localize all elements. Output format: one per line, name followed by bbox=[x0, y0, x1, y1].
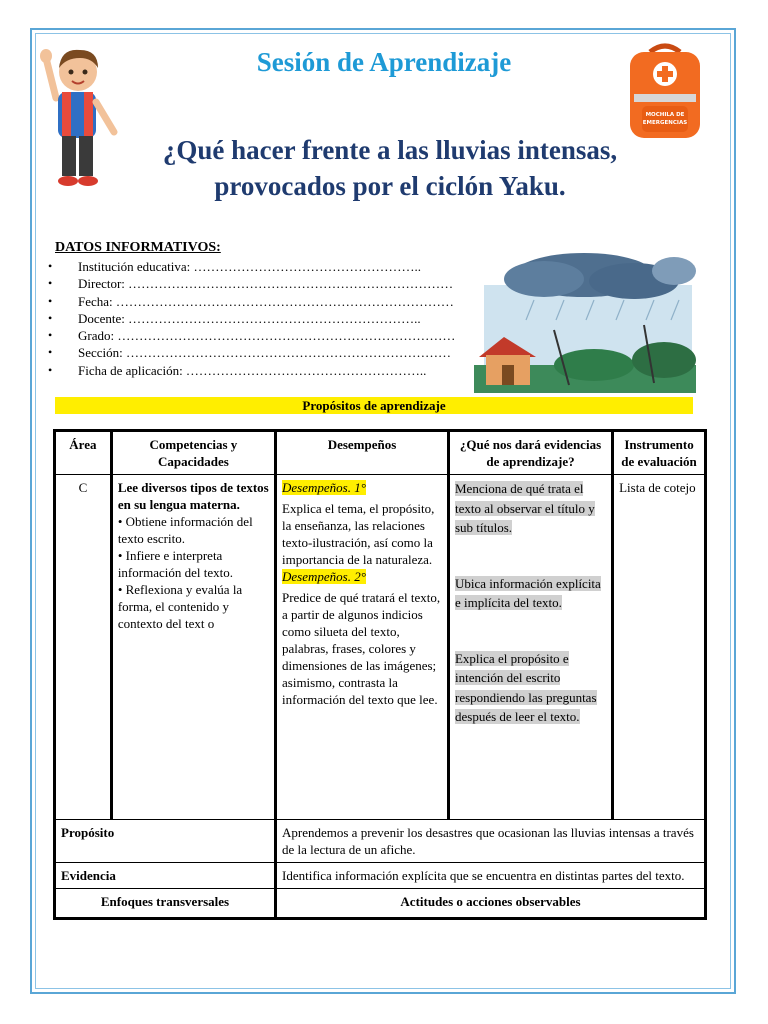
datos-list bbox=[48, 258, 455, 379]
desempeno1-label: Desempeños. 1° bbox=[282, 480, 366, 495]
table-row bbox=[55, 475, 706, 820]
bullet-icon: • bbox=[48, 259, 53, 273]
capacidad-item: • Reflexiona y evalúa la forma, el contenido y contexto del text o bbox=[117, 582, 243, 631]
competencia-text: Lee diversos tipos de textos en su lengua materna. bbox=[117, 480, 269, 512]
main-title-line1: ¿Qué hacer frente a las lluvias intensas, bbox=[162, 135, 618, 165]
table-row bbox=[55, 889, 706, 919]
datos-item: • Institución educativa: …………………………………………….. bbox=[48, 259, 422, 274]
header-instrumento: Instrumento de evaluación bbox=[613, 431, 706, 475]
evidencia-item: Menciona de qué trata el texto al observar el título y sub títulos. bbox=[454, 481, 595, 535]
competencias-cell bbox=[111, 475, 275, 820]
main-title-line2: provocados por el ciclón Yaku. bbox=[214, 171, 566, 201]
datos-item: • Fecha: …………………………………………………………………… bbox=[48, 293, 454, 309]
instrumento-cell: Lista de cotejo bbox=[613, 475, 706, 820]
datos-item: • Ficha de aplicación: ……………………………………………….. bbox=[48, 362, 427, 378]
actitudes-label: Actitudes o acciones observables bbox=[276, 889, 706, 919]
desempeno2-text: Predice de qué tratará el texto, a partir de algunos indicios como silueta del texto, palabras, frases, colores y dimensiones de las imágenes; asimismo, contrasta la información del texto que lee. bbox=[282, 590, 441, 707]
bullet-icon: • bbox=[48, 362, 53, 377]
datos-item: • Grado: …………………………………………………………………… bbox=[48, 328, 456, 344]
main-title bbox=[110, 132, 670, 204]
session-title: Sesión de Aprendizaje bbox=[256, 47, 512, 77]
table-row bbox=[55, 820, 706, 863]
header-competencias: Competencias y Capacidades bbox=[111, 431, 275, 475]
bullet-icon: • bbox=[48, 293, 53, 308]
datos-heading: DATOS INFORMATIVOS: bbox=[55, 240, 221, 255]
datos-item: • Docente: ………………………………………………………….. bbox=[48, 310, 421, 326]
learning-table bbox=[53, 429, 707, 920]
evidencia-item: Ubica información explícita e implícita del texto. bbox=[454, 575, 601, 610]
area-cell: C bbox=[55, 475, 112, 820]
datos-item: • Director: ………………………………………………………………… bbox=[48, 276, 454, 292]
bag-label-line1: MOCHILA DE bbox=[645, 112, 685, 118]
bullet-icon: • bbox=[48, 328, 53, 343]
table-header-row bbox=[55, 431, 706, 475]
proposito-text: Aprendemos a prevenir los desastres que ocasionan las lluvias intensas a través de la lectura de un afiche. bbox=[276, 820, 706, 863]
storm-illustration bbox=[474, 245, 696, 393]
header-evidencias: ¿Qué nos dará evidencias de aprendizaje? bbox=[448, 431, 612, 475]
proposito-label: Propósito bbox=[55, 820, 276, 863]
evidencia-label: Evidencia bbox=[55, 863, 276, 889]
evidencias-cell bbox=[448, 475, 612, 820]
desempeno2-label: Desempeños. 2° bbox=[282, 569, 366, 584]
table-row bbox=[55, 863, 706, 889]
header-desempenos: Desempeños bbox=[276, 431, 449, 475]
evidencia-text: Identifica información explícita que se encuentra en distintas partes del texto. bbox=[276, 863, 706, 889]
capacidad-item: • Obtiene información del texto escrito. bbox=[117, 514, 253, 546]
bag-label-line2: EMERGENCIAS bbox=[642, 120, 688, 126]
bullet-icon: • bbox=[48, 310, 53, 325]
capacidad-item: • Infiere e interpreta información del texto. bbox=[117, 548, 233, 580]
purpose-bar: Propósitos de aprendizaje bbox=[55, 397, 693, 414]
desempenos-cell bbox=[276, 475, 449, 820]
bullet-icon: • bbox=[48, 276, 53, 291]
evidencia-item: Explica el propósito e intención del escrito respondiendo las preguntas después de leer el texto. bbox=[454, 650, 597, 724]
datos-item: • Sección: ………………………………………………………………… bbox=[48, 345, 452, 361]
bullet-icon: • bbox=[48, 345, 53, 360]
desempeno1-text: Explica el tema, el propósito, la enseñanza, las relaciones texto-ilustración, así como la importancia de la naturaleza. bbox=[282, 501, 435, 567]
enfoques-label: Enfoques transversales bbox=[55, 889, 276, 919]
header-area: Área bbox=[55, 431, 112, 475]
